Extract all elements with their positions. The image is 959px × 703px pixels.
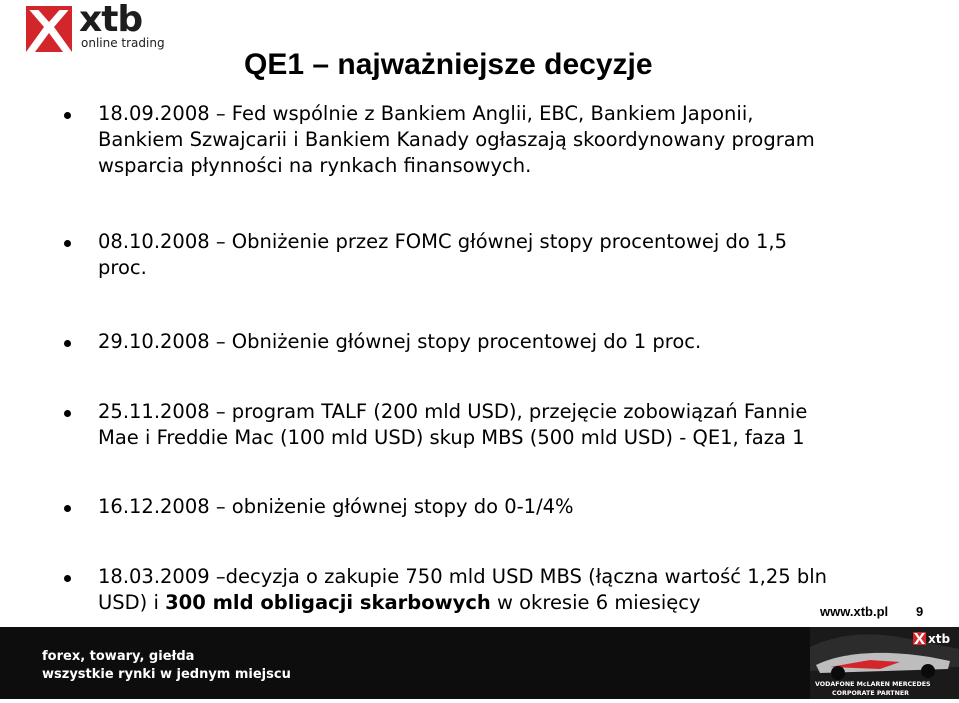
partner-logo: xtb bbox=[928, 632, 951, 646]
item-line bbox=[98, 590, 918, 616]
item-line: Mae i Freddie Mac (100 mld USD) skup MBS (500 mld USD) - QE1, faza 1 bbox=[98, 426, 805, 449]
list-item bbox=[98, 101, 918, 179]
item-line: wsparcia płynności na rynkach finansowych. bbox=[98, 154, 532, 177]
item-line: 08.10.2008 – Obniżenie przez FOMC głównej stopy procentowej do 1,5 bbox=[98, 230, 788, 253]
page-number: 9 bbox=[916, 604, 924, 619]
bullet-icon bbox=[64, 112, 71, 119]
item-line: 18.03.2009 –decyzja o zakupie 750 mld USD MBS (łączna wartość 1,25 bln bbox=[98, 565, 828, 588]
partner-line-2: CORPORATE PARTNER bbox=[832, 690, 910, 697]
list-item bbox=[98, 399, 918, 451]
bullet-icon bbox=[64, 340, 71, 347]
list-item bbox=[98, 494, 918, 520]
item-line: 18.09.2008 – Fed wspólnie z Bankiem Anglii, EBC, Bankiem Japonii, bbox=[98, 102, 754, 125]
item-emphasis: 300 mld obligacji skarbowych bbox=[165, 591, 491, 614]
xtb-logo bbox=[26, 0, 166, 54]
list-item bbox=[98, 229, 918, 281]
footer-bar bbox=[0, 627, 959, 699]
footer-slogan: forex, towary, giełda bbox=[42, 649, 195, 664]
partner-banner bbox=[810, 627, 959, 699]
item-line: 25.11.2008 – program TALF (200 mld USD), przejęcie zobowiązań Fannie bbox=[98, 400, 808, 423]
logo-tagline: online trading bbox=[81, 36, 165, 50]
bullet-icon bbox=[64, 240, 71, 247]
bullet-icon bbox=[64, 575, 71, 582]
xtb-logo-mark-icon bbox=[26, 6, 72, 52]
bullet-icon bbox=[64, 410, 71, 417]
item-line: 16.12.2008 – obniżenie głównej stopy do 0-1/4% bbox=[98, 495, 574, 518]
item-line: 29.10.2008 – Obniżenie głównej stopy procentowej do 1 proc. bbox=[98, 330, 702, 353]
logo-wordmark: xtb bbox=[79, 0, 143, 40]
website-link[interactable]: www.xtb.pl bbox=[820, 604, 889, 619]
item-text: w okresie 6 miesięcy bbox=[490, 591, 701, 614]
partner-line-1: VODAFONE McLAREN MERCEDES bbox=[815, 681, 931, 688]
item-text: USD) i bbox=[98, 591, 166, 614]
bullet-icon bbox=[64, 505, 71, 512]
slide-title: QE1 – najważniejsze decyzje bbox=[244, 48, 653, 81]
item-line: proc. bbox=[98, 256, 147, 279]
list-item bbox=[98, 564, 918, 616]
footer-tagline: wszystkie rynki w jednym miejscu bbox=[42, 667, 291, 682]
item-line: Bankiem Szwajcarii i Bankiem Kanady ogłaszają skoordynowany program bbox=[98, 128, 815, 151]
list-item bbox=[98, 329, 918, 355]
